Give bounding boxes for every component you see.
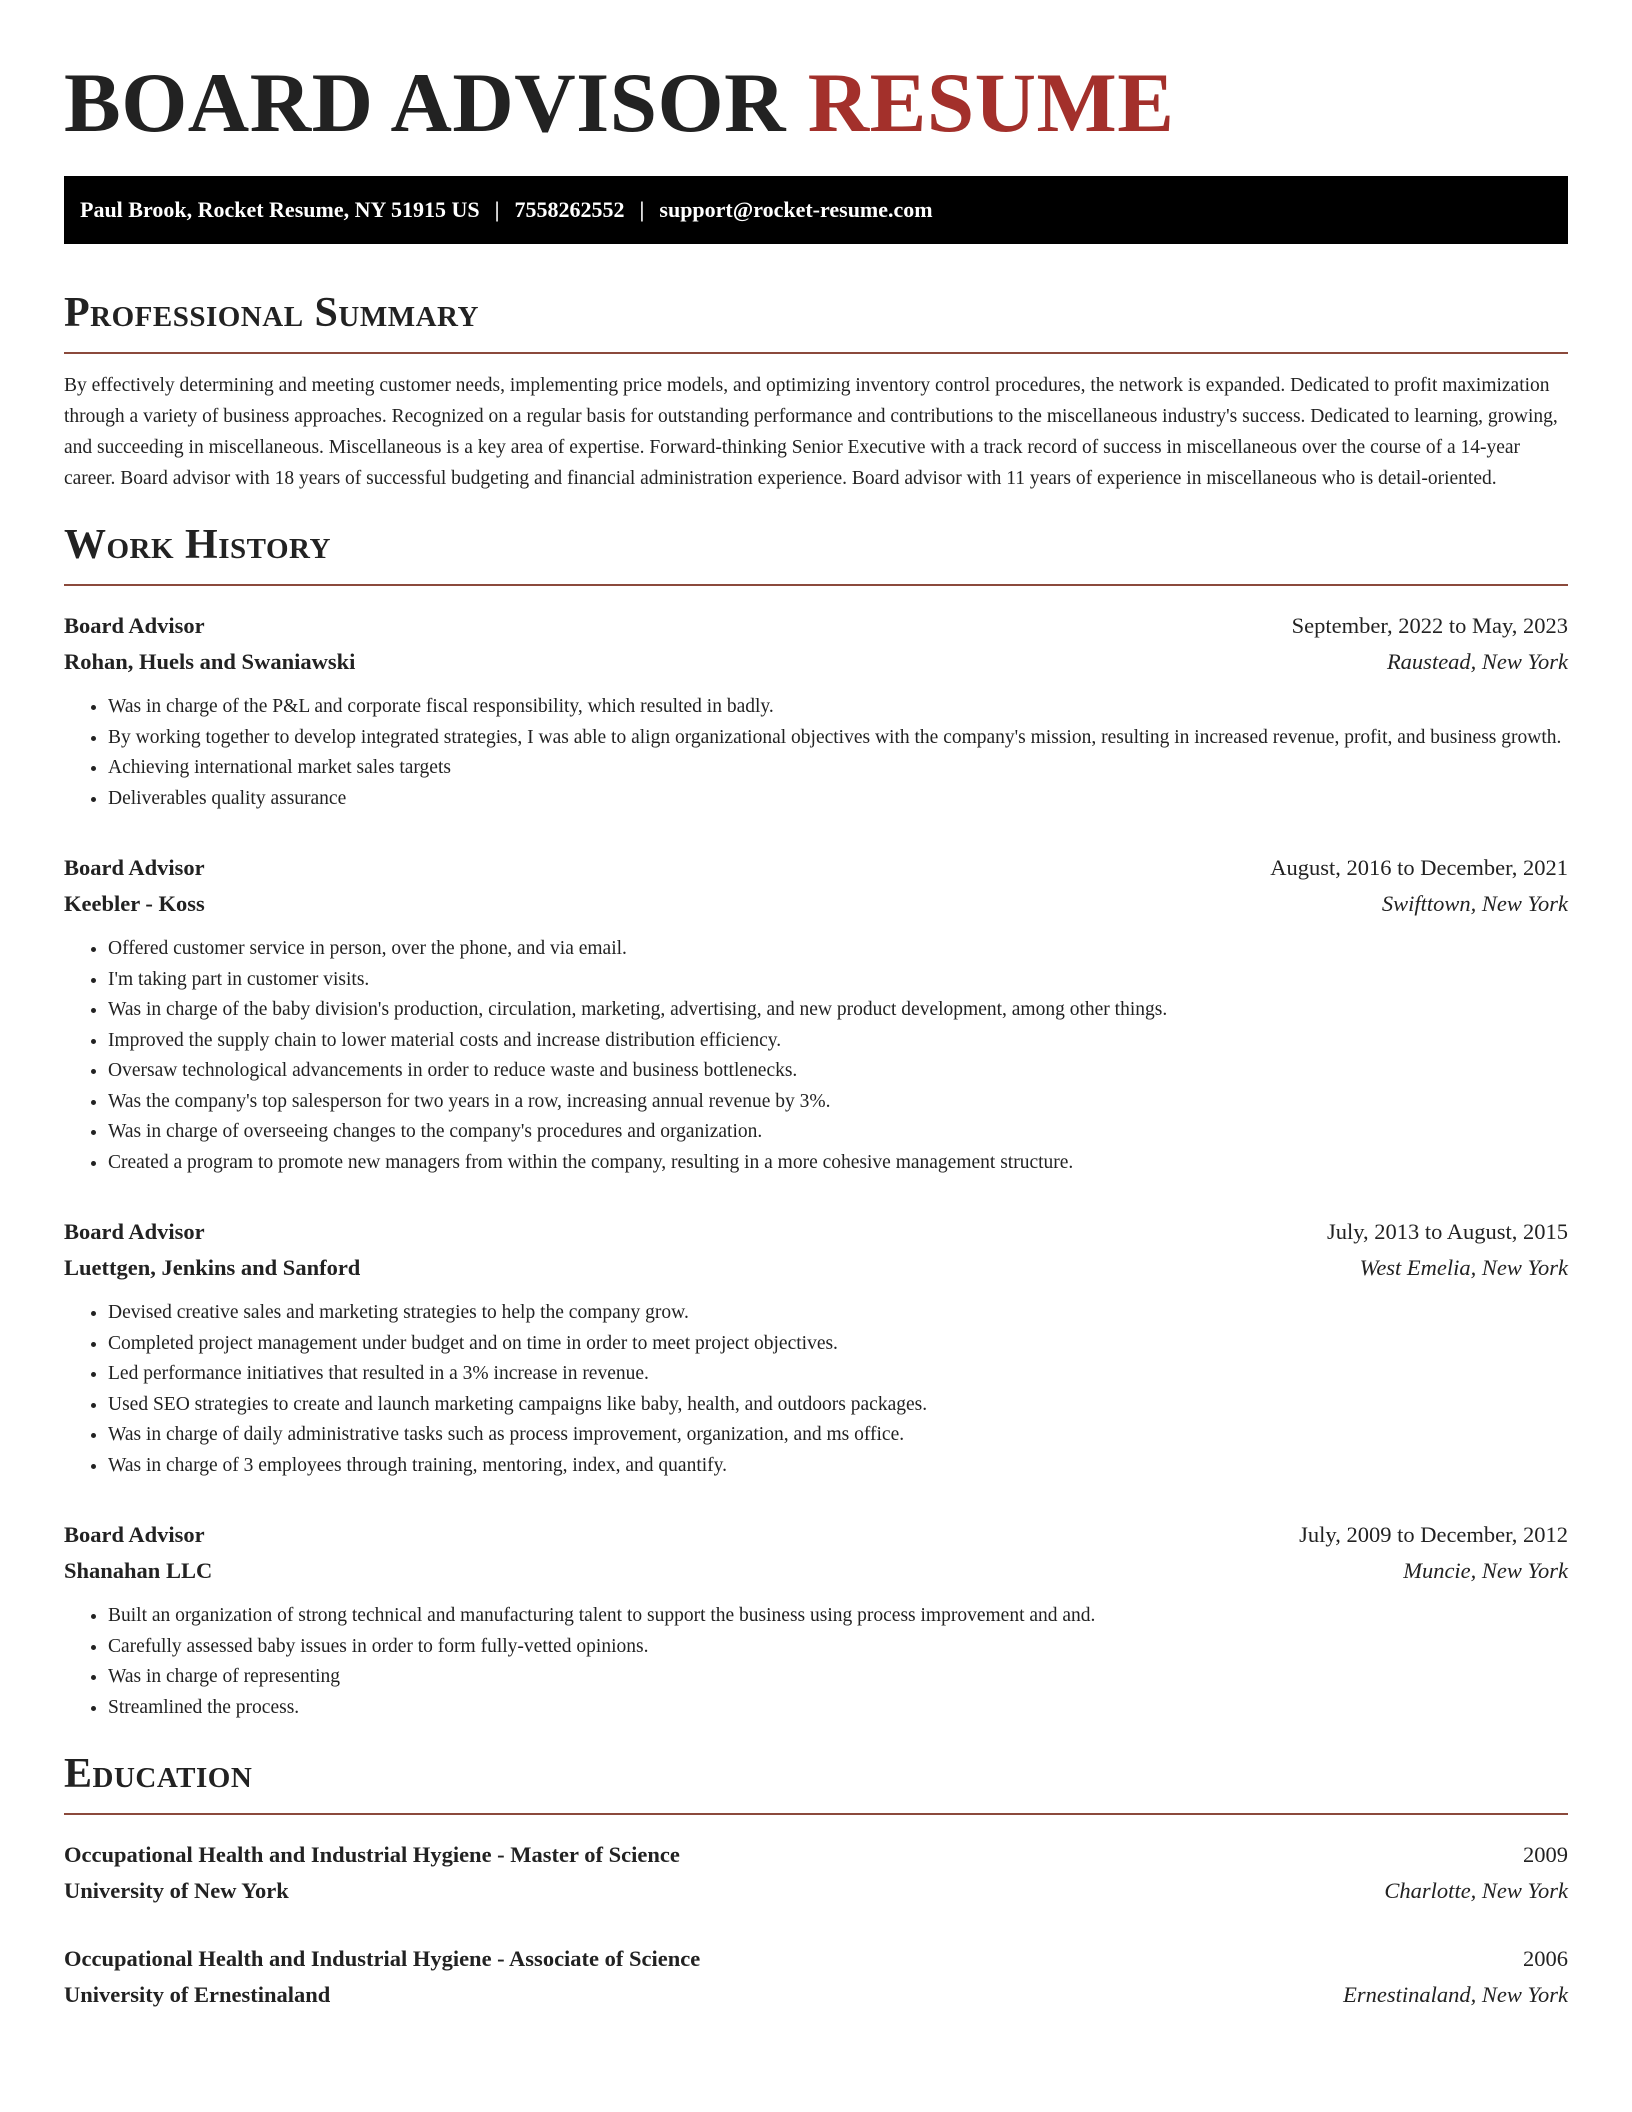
job-bullet: • Was in charge of the baby division's production, circulation, marketing, advertising, and new product development, among other things. <box>108 995 1568 1026</box>
job-bullet: • Was in charge of 3 employees through training, mentoring, index, and quantify. <box>108 1451 1568 1482</box>
education-school: University of Ernestinaland <box>64 1982 331 2007</box>
job-company-row <box>64 886 1568 922</box>
job-company-row <box>64 1250 1568 1286</box>
job-dates: September, 2022 to May, 2023 <box>1291 613 1568 638</box>
job-company: Luettgen, Jenkins and Sanford <box>64 1255 361 1280</box>
job-bullet: • Deliverables quality assurance <box>108 784 1568 815</box>
job-entry <box>64 850 1568 1178</box>
job-bullet: • Was the company's top salesperson for two years in a row, increasing annual revenue by 3%. <box>108 1087 1568 1118</box>
title-accent: RESUME <box>807 56 1175 150</box>
job-bullet: • Offered customer service in person, over the phone, and via email. <box>108 934 1568 965</box>
job-bullet: • By working together to develop integrated strategies, I was able to align organizational objectives with the company's mission, resulting in increased revenue, profit, and business growth. <box>108 723 1568 754</box>
section-divider <box>64 1813 1568 1815</box>
job-bullet: • Achieving international market sales targets <box>108 753 1568 784</box>
job-bullets <box>64 1601 1568 1723</box>
job-entry <box>64 608 1568 814</box>
title-main: BOARD ADVISOR <box>64 56 787 150</box>
contact-bar <box>64 176 1568 244</box>
job-dates: August, 2016 to December, 2021 <box>1270 855 1568 880</box>
summary-text: By effectively determining and meeting customer needs, implementing price models, and optimizing inventory control procedures, the network is expanded. Dedicated to profit maximization through a variety of business approaches. Recognized on a regular basis for outstanding performance and contributions to the miscellaneous industry's success. Dedicated to learning, growing, and succeeding in miscellaneous. Miscellaneous is a key area of expertise. Forward-thinking Senior Executive with a track record of success in miscellaneous over the course of a 14-year career. Board advisor with 18 years of successful budgeting and financial administration experience. Board advisor with 11 years of experience in miscellaneous who is detail-oriented. <box>64 375 1558 489</box>
job-bullet: • Devised creative sales and marketing strategies to help the company grow. <box>108 1298 1568 1329</box>
education-heading: Education <box>64 1751 253 1797</box>
job-location: Swifttown, New York <box>1381 891 1568 916</box>
education-entry <box>64 1837 1568 1909</box>
education-school-row <box>64 1873 1568 1909</box>
education-degree: Occupational Health and Industrial Hygiene - Master of Science <box>64 1842 680 1867</box>
job-bullet: • Carefully assessed baby issues in order to form fully-vetted opinions. <box>108 1632 1568 1663</box>
job-bullet: • Was in charge of daily administrative tasks such as process improvement, organization, and ms office. <box>108 1420 1568 1451</box>
education-school: University of New York <box>64 1878 289 1903</box>
contact-separator: | <box>639 197 645 222</box>
contact-phone: 7558262552 <box>514 197 625 222</box>
contact-separator: | <box>494 197 500 222</box>
job-company: Rohan, Huels and Swaniawski <box>64 649 356 674</box>
education-year: 2009 <box>1523 1842 1568 1867</box>
job-bullet: • Created a program to promote new managers from within the company, resulting in a more cohesive management structure. <box>108 1148 1568 1179</box>
education-school-row <box>64 1977 1568 2013</box>
contact-address: Paul Brook, Rocket Resume, NY 51915 US <box>80 197 480 222</box>
job-bullet: • Was in charge of the P&L and corporate fiscal responsibility, which resulted in badly. <box>108 692 1568 723</box>
job-bullet: • Was in charge of representing <box>108 1662 1568 1693</box>
education-degree-row <box>64 1941 1568 1977</box>
job-bullets <box>64 934 1568 1178</box>
job-location: Raustead, New York <box>1386 649 1568 674</box>
section-divider <box>64 584 1568 586</box>
education-location: Ernestinaland, New York <box>1343 1982 1568 2007</box>
job-dates: July, 2009 to December, 2012 <box>1299 1522 1568 1547</box>
job-bullet: • Improved the supply chain to lower material costs and increase distribution efficiency. <box>108 1026 1568 1057</box>
job-dates: July, 2013 to August, 2015 <box>1326 1219 1568 1244</box>
job-bullet: • I'm taking part in customer visits. <box>108 965 1568 996</box>
job-company: Shanahan LLC <box>64 1558 213 1583</box>
job-company: Keebler - Koss <box>64 891 205 916</box>
job-title: Board Advisor <box>64 1219 205 1244</box>
job-bullets <box>64 692 1568 814</box>
job-bullet: • Used SEO strategies to create and launch marketing campaigns like baby, health, and outdoors packages. <box>108 1390 1568 1421</box>
job-bullets <box>64 1298 1568 1481</box>
section-divider <box>64 352 1568 354</box>
job-title: Board Advisor <box>64 855 205 880</box>
job-title: Board Advisor <box>64 613 205 638</box>
job-header-row <box>64 1517 1568 1553</box>
job-bullet: • Streamlined the process. <box>108 1693 1568 1724</box>
education-degree: Occupational Health and Industrial Hygiene - Associate of Science <box>64 1946 701 1971</box>
resume-title <box>64 0 1568 176</box>
summary-heading: Professional Summary <box>64 290 479 336</box>
job-bullet: • Led performance initiatives that resulted in a 3% increase in revenue. <box>108 1359 1568 1390</box>
job-location: West Emelia, New York <box>1359 1255 1568 1280</box>
job-company-row <box>64 1553 1568 1589</box>
job-title: Board Advisor <box>64 1522 205 1547</box>
education-location: Charlotte, New York <box>1384 1878 1568 1903</box>
job-header-row <box>64 850 1568 886</box>
job-bullet: • Was in charge of overseeing changes to the company's procedures and organization. <box>108 1117 1568 1148</box>
job-bullet: • Completed project management under budget and on time in order to meet project objectives. <box>108 1329 1568 1360</box>
job-header-row <box>64 1214 1568 1250</box>
job-entry <box>64 1214 1568 1481</box>
job-bullet: • Built an organization of strong technical and manufacturing talent to support the business using process improvement and and. <box>108 1601 1568 1632</box>
job-bullet: • Oversaw technological advancements in order to reduce waste and business bottlenecks. <box>108 1056 1568 1087</box>
education-entry <box>64 1941 1568 2013</box>
job-entry <box>64 1517 1568 1723</box>
job-company-row <box>64 644 1568 680</box>
education-degree-row <box>64 1837 1568 1873</box>
job-location: Muncie, New York <box>1403 1558 1568 1583</box>
job-header-row <box>64 608 1568 644</box>
contact-email[interactable]: support@rocket-resume.com <box>659 197 933 222</box>
education-year: 2006 <box>1523 1946 1568 1971</box>
work-history-heading: Work History <box>64 522 331 568</box>
